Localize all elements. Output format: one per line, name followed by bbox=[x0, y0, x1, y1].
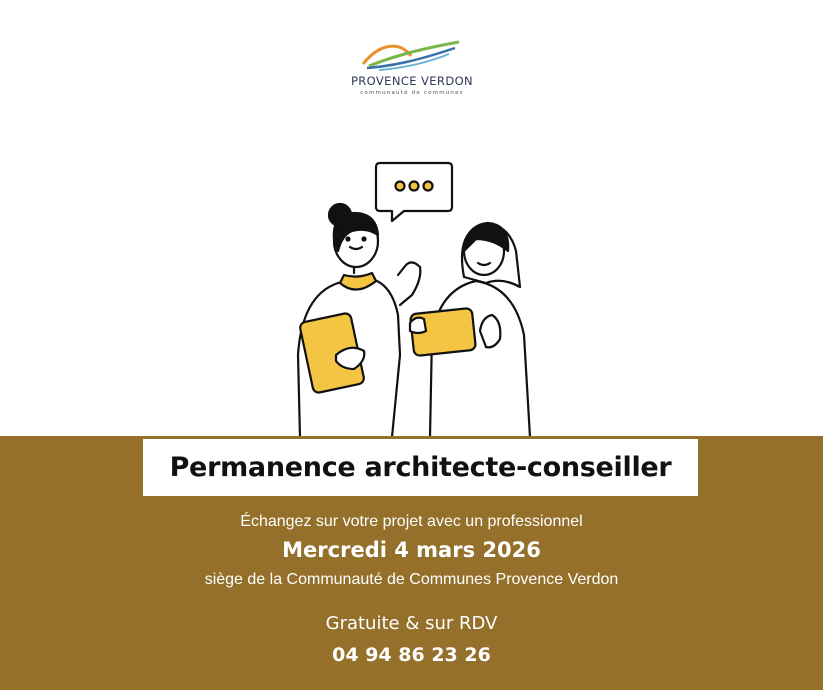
provence-verdon-logo bbox=[345, 38, 479, 102]
two-women-talking-illustration bbox=[280, 155, 550, 437]
event-date: Mercredi 4 mars 2026 bbox=[282, 538, 541, 562]
title-box bbox=[143, 439, 698, 496]
woman-right bbox=[410, 223, 530, 437]
page-title: Permanence architecte-conseiller bbox=[169, 452, 672, 483]
logo-subtitle: communauté de communes bbox=[360, 90, 464, 96]
event-place: siège de la Communauté de Communes Provence Verdon bbox=[204, 571, 619, 588]
logo-name: PROVENCE VERDON bbox=[350, 74, 474, 88]
speech-bubble-icon bbox=[376, 163, 452, 221]
intro-text: Échangez sur votre projet avec un professionnel bbox=[240, 513, 583, 530]
phone-number[interactable]: 04 94 86 23 26 bbox=[332, 644, 491, 666]
provence-verdon-logo-icon bbox=[359, 38, 465, 72]
event-conditions: Gratuite & sur RDV bbox=[325, 613, 498, 634]
woman-left bbox=[298, 204, 420, 437]
